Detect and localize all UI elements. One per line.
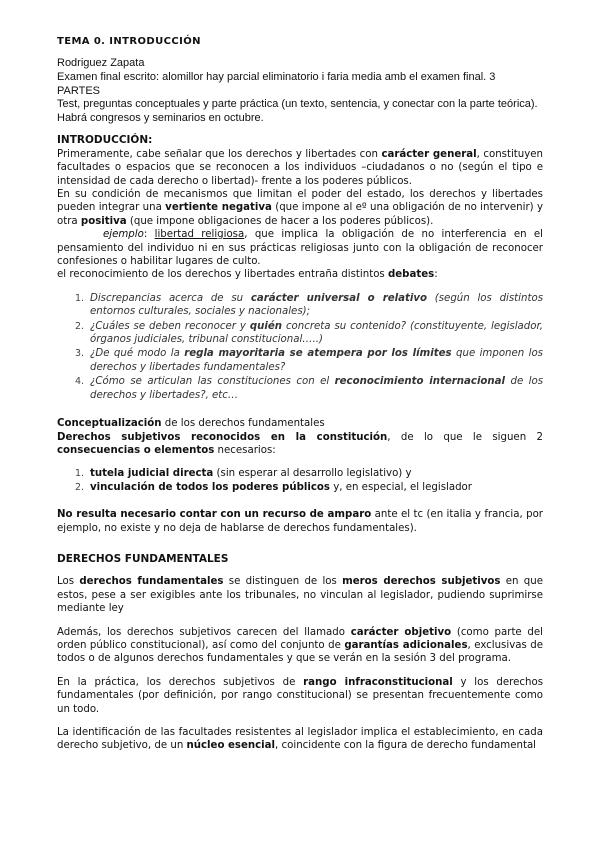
exam-info: Examen final escrito: alomillor hay parcial eliminatorio i faria media amb el examen final. 3 [57,71,496,83]
document-page [57,35,543,753]
df-paragraph-1: Los derechos fundamentales se distinguen de los meros derechos subjetivos en que estos, pese a ser exigibles ante los tribunales, no vinculan al legislador, pudiendo suprimirse mediante ley [57,576,543,615]
list-item: 3. ¿De qué modo la regla mayoritaria se atempera por los límites que imponen los derechos y libertades fundamentales? [75,348,543,373]
consequences-list [57,467,543,494]
list-item: 1. tutela judicial directa (sin esperar al desarrollo legislativo) y [75,468,412,480]
list-item: 4. ¿Cómo se articulan las constituciones con el reconocimiento internacional de los derechos y libertades?, etc… [75,376,544,401]
intro-paragraph-1: Primeramente, cabe señalar que los derechos y libertades con carácter general, constituyen facultades o espacios que se reconocen a los individuos –ciudadanos o no (según el tipo e intensidad de cada derecho o libertad)- frente a los poderes públicos. [57,148,543,187]
exam-parts: PARTES [57,84,100,97]
concept-definition: Derechos subjetivos reconocidos en la constitución, de lo que le siguen 2 consecuencias o elementos necesarios: [57,431,543,456]
list-item: 1. Discrepancias acerca de su carácter universal o relativo (según los distintos entornos culturales, sociales y nacionales); [75,292,543,318]
exam-format: Test, preguntas conceptuales y parte práctica (un texto, sentencia, y conectar con la parte teórica). [57,98,538,111]
course-meta [57,57,543,125]
df-heading: DERECHOS FUNDAMENTALES [57,552,229,565]
intro-paragraph-4: el reconocimiento de los derechos y libertades entraña distintos debates: [57,269,438,281]
intro-example: ejemplo: libertad religiosa, que implica la obligación de no interferencia en el pensamiento del individuo ni en sus prácticas religiosas junto con la obligación de reconocer confesiones o habilitar lugares de culto. [57,229,544,268]
amparo-paragraph: No resulta necesario contar con un recurso de amparo ante el tc (en italia y francia, por ejemplo, no existe y no deja de hablarse de derechos fundamentales). [57,509,543,534]
intro-heading: INTRODUCCIÓN: [57,134,153,147]
debates-list [57,292,543,402]
congress-note: Habrá congresos y seminarios en octubre. [57,111,264,124]
concept-heading: Conceptualización de los derechos fundamentales [57,418,325,430]
list-item: 2. ¿Cuáles se deben reconocer y quién concreta su contenido? (constituyente, legislador, órganos judiciales, tribunal constitucional…..) [75,320,543,346]
professor-name: Rodriguez Zapata [57,57,145,70]
df-paragraph-4: La identificación de las facultades resistentes al legislador implica el establecimiento, en cada derecho subjetivo, de un núcleo esencial, coincidente con la figura de derecho fundamental [57,727,543,752]
df-paragraph-3: En la práctica, los derechos subjetivos de rango infraconstitucional y los derechos fundamentales (por definición, por rango constitucional) se presentan frecuentemente como un todo. [57,676,543,715]
list-item: 2. vinculación de todos los poderes públicos y, en especial, el legislador [75,481,472,493]
intro-paragraph-2: En su condición de mecanismos que limitan el poder del estado, los derechos y libertades pueden integrar una vertiente negativa (que impone al eº una obligación de no intervenir) y otra positiva (que impone obligaciones de hacer a los poderes públicos). [57,189,543,227]
df-paragraph-2: Además, los derechos subjetivos carecen del llamado carácter objetivo (como parte del orden público constitucional), así como del conjunto de garantías adicionales, exclusivas de todos o de algunos derechos fundamentales y que se verán en la sesión 3 del programa. [57,626,543,665]
document-title: TEMA 0. INTRODUCCIÓN [57,36,201,47]
